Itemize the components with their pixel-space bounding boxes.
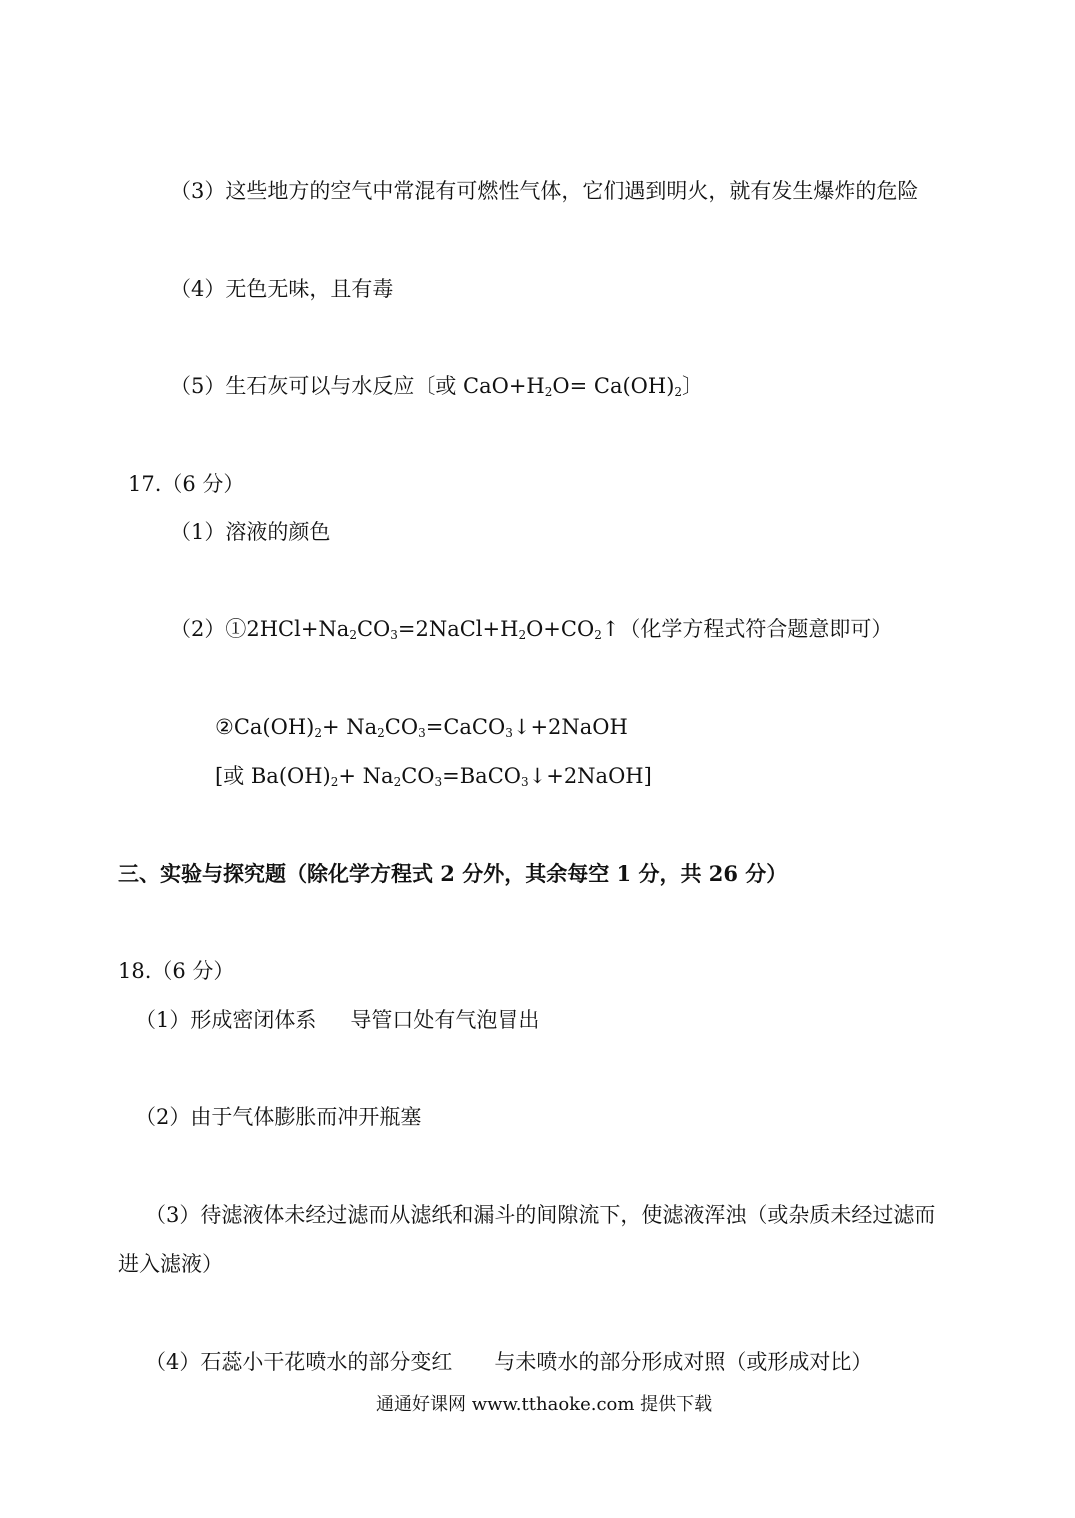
q18-item-1 <box>135 1006 539 1034</box>
subscript: 2 <box>544 385 553 399</box>
q16-item-3: （3）这些地方的空气中常混有可燃性气体，它们遇到明火，就有发生爆炸的危险 <box>170 179 919 203</box>
equation-text: O+CO <box>526 617 595 641</box>
equation-text: ↑（化学方程式符合题意即可） <box>601 617 893 641</box>
subscript: 2 <box>393 775 402 789</box>
equation-text: =BaCO <box>442 764 521 788</box>
q18-item-2: （2）由于气体膨胀而冲开瓶塞 <box>135 1105 422 1129</box>
equation-text: ②Ca(OH) <box>215 715 315 739</box>
subscript: 2 <box>674 385 683 399</box>
answer-text: （4）石蕊小干花喷水的部分变红 <box>145 1350 453 1374</box>
q17-item-2 <box>170 615 892 643</box>
subscript: 2 <box>377 726 385 740</box>
q18-item-3-line-1: （3）待滤液体未经过滤而从滤纸和漏斗的间隙流下，使滤液浑浊（或杂质未经过滤而 <box>145 1203 936 1227</box>
answer-text: （1）形成密闭体系 <box>135 1008 317 1032</box>
section-3-title: 三、实验与探究题（除化学方程式 2 分外，其余每空 1 分，共 26 分） <box>118 861 788 886</box>
subscript: 3 <box>434 775 443 789</box>
q17-item-1: （1）溶液的颜色 <box>170 520 331 544</box>
q17-equation-3 <box>215 762 652 790</box>
equation-text: CO <box>384 715 419 739</box>
q16-item-5-text: （5）生石灰可以与水反应〔或 CaO+H <box>170 374 545 398</box>
subscript: 2 <box>349 628 357 642</box>
q16-item-5-text: O= Ca(OH) <box>552 374 675 398</box>
subscript: 3 <box>390 628 398 642</box>
q18-item-3-line-2: 进入滤液） <box>118 1252 223 1276</box>
equation-text: =2NaCl+H <box>397 617 519 641</box>
q16-item-5-text: 〕 <box>682 374 704 398</box>
q16-item-4: （4）无色无味，且有毒 <box>170 277 394 301</box>
answer-text: 与未喷水的部分形成对照（或形成对比） <box>494 1350 873 1374</box>
equation-text: ↓+2NaOH] <box>528 764 652 788</box>
answer-text: 导管口处有气泡冒出 <box>350 1008 540 1032</box>
equation-text: =CaCO <box>425 715 506 739</box>
q18-item-4 <box>145 1348 872 1376</box>
q18-header: 18.（6 分） <box>118 959 235 983</box>
equation-text: [或 Ba(OH) <box>215 764 331 788</box>
q16-item-5 <box>170 372 703 400</box>
equation-text: CO <box>356 617 391 641</box>
subscript: 3 <box>505 726 513 740</box>
subscript: 2 <box>518 628 527 642</box>
subscript: 3 <box>520 775 529 789</box>
equation-text: CO <box>401 764 435 788</box>
equation-text: ↓+2NaOH <box>512 715 628 739</box>
equation-text: （2）①2HCl+Na <box>170 617 350 641</box>
subscript: 3 <box>418 726 426 740</box>
q17-equation-2 <box>215 713 628 741</box>
subscript: 2 <box>594 628 602 642</box>
subscript: 2 <box>314 726 322 740</box>
equation-text: + Na <box>338 764 394 788</box>
subscript: 2 <box>330 775 339 789</box>
equation-text: + Na <box>321 715 378 739</box>
q17-header: 17.（6 分） <box>128 472 245 496</box>
footer-text: 通通好课网 www.tthaoke.com 提供下载 <box>376 1394 713 1415</box>
